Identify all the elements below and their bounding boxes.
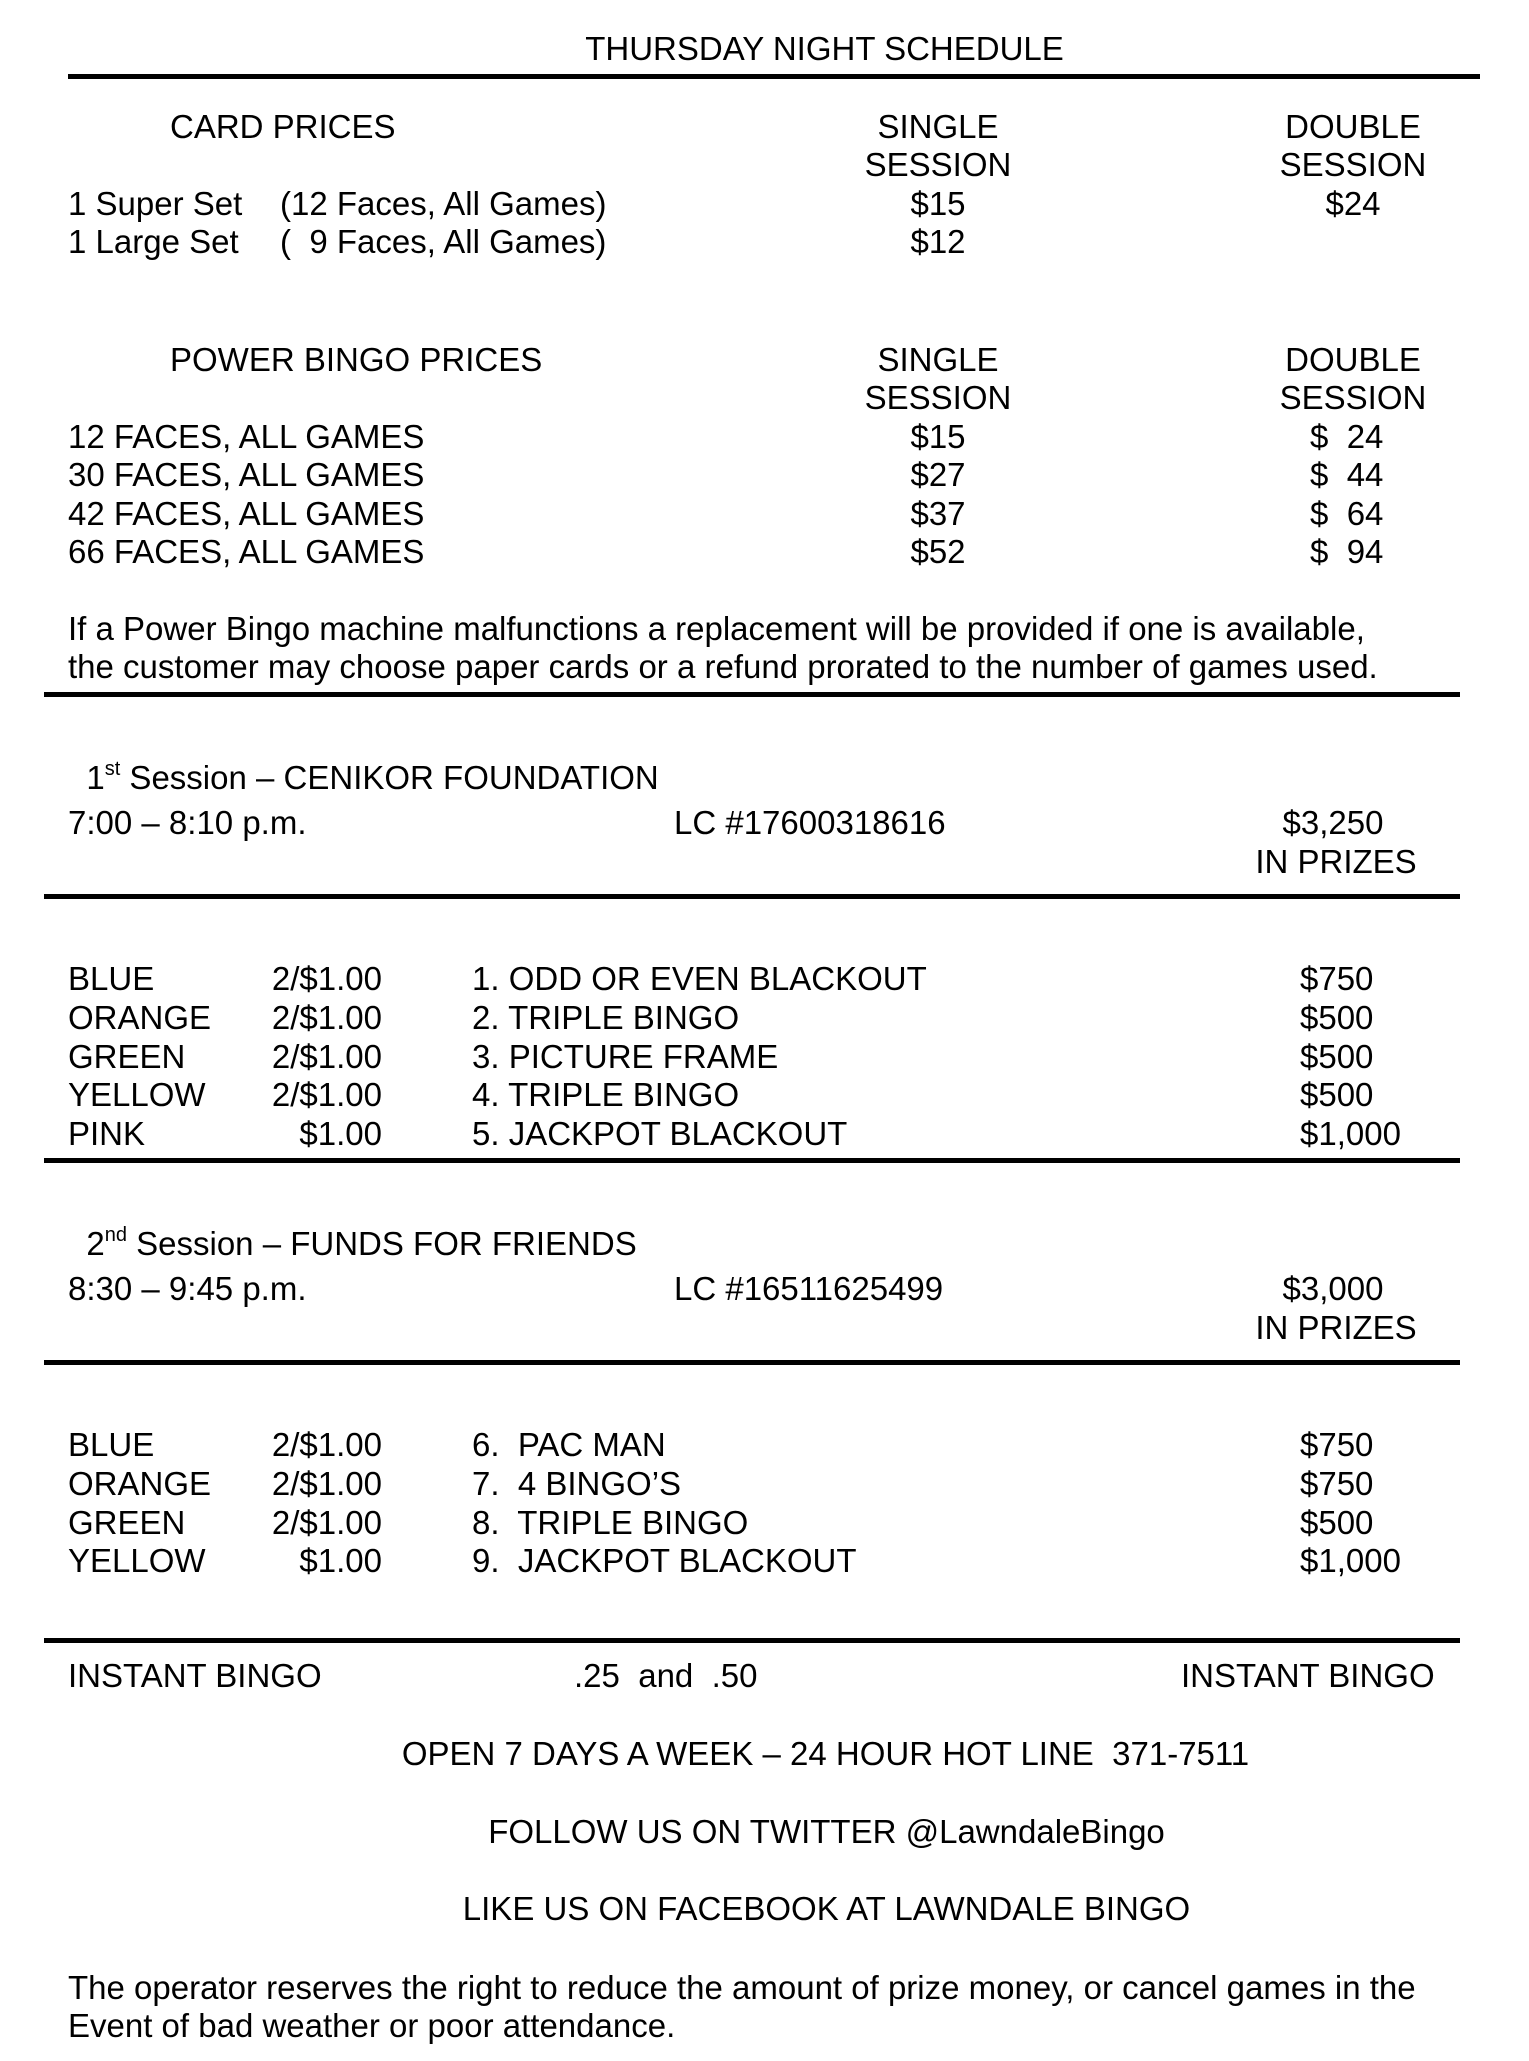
power-row-name: 30 FACES, ALL GAMES: [68, 456, 425, 493]
card-row-single: $12: [910, 223, 966, 260]
power-row-double: $ 44: [1310, 456, 1384, 493]
game-color: YELLOW: [68, 1076, 206, 1113]
game-price: 2/$1.00: [271, 1076, 382, 1113]
game-price: $1.00: [299, 1542, 382, 1579]
game-name: 3. PICTURE FRAME: [472, 1038, 779, 1075]
game-name: 5. JACKPOT BLACKOUT: [472, 1115, 848, 1152]
card-row-name: 1 Super Set: [68, 185, 243, 222]
game-name: 4. TRIPLE BINGO: [472, 1076, 740, 1113]
game-prize: $1,000: [1300, 1542, 1401, 1579]
game-prize: $750: [1300, 1465, 1374, 1502]
game-price: 2/$1.00: [271, 999, 382, 1036]
divider: [44, 1158, 1460, 1163]
game-prize: $500: [1300, 1038, 1374, 1075]
hotline-line: OPEN 7 DAYS A WEEK – 24 HOUR HOT LINE 371-7511: [401, 1735, 1250, 1772]
session-name: Session – FUNDS FOR FRIENDS: [126, 1225, 637, 1262]
power-row-double: $ 24: [1310, 418, 1384, 455]
divider: [44, 894, 1460, 899]
power-note-line: If a Power Bingo machine malfunctions a replacement will be provided if one is available,: [68, 610, 1365, 647]
power-row-single: $27: [910, 456, 966, 493]
card-prices-heading: CARD PRICES: [170, 108, 396, 145]
divider: [68, 74, 1480, 79]
card-single-col-1: SINGLE: [877, 108, 999, 145]
game-color: BLUE: [68, 960, 155, 997]
game-prize: $500: [1300, 999, 1374, 1036]
power-row-name: 42 FACES, ALL GAMES: [68, 495, 425, 532]
game-price: $1.00: [299, 1115, 382, 1152]
session-title: [68, 1194, 637, 1260]
session-ordinal: 2: [86, 1225, 105, 1262]
divider: [44, 1360, 1460, 1365]
card-row-double: $24: [1325, 185, 1381, 222]
power-row-single: $15: [910, 418, 966, 455]
session-license: LC #16511625499: [674, 1270, 944, 1307]
game-price: 2/$1.00: [271, 1426, 382, 1463]
game-price: 2/$1.00: [271, 960, 382, 997]
game-color: YELLOW: [68, 1542, 206, 1579]
power-row-single: $52: [910, 533, 966, 570]
game-name: 8. TRIPLE BINGO: [472, 1504, 749, 1541]
session-license: LC #17600318616: [674, 804, 946, 841]
twitter-line: FOLLOW US ON TWITTER @LawndaleBingo: [488, 1813, 1165, 1850]
game-prize: $750: [1300, 1426, 1374, 1463]
session-ordinal-suffix: nd: [104, 1224, 127, 1246]
power-note-line: the customer may choose paper cards or a refund prorated to the number of games used.: [68, 648, 1378, 685]
card-row-detail: ( 9 Faces, All Games): [280, 223, 607, 260]
page-title: THURSDAY NIGHT SCHEDULE: [585, 30, 1064, 67]
game-color: GREEN: [68, 1504, 186, 1541]
card-single-col-2: SESSION: [864, 146, 1012, 183]
power-row-single: $37: [910, 495, 966, 532]
session-prize-label: IN PRIZES: [1255, 843, 1417, 880]
card-double-col-1: DOUBLE: [1285, 108, 1421, 145]
game-name: 7. 4 BINGO’S: [472, 1465, 682, 1502]
power-double-col-1: DOUBLE: [1285, 341, 1421, 378]
game-price: 2/$1.00: [271, 1465, 382, 1502]
instant-bingo-right: INSTANT BINGO: [1181, 1657, 1435, 1694]
power-bingo-heading: POWER BINGO PRICES: [170, 341, 543, 378]
power-row-double: $ 94: [1310, 533, 1384, 570]
session-prize-total: $3,000: [1282, 1270, 1384, 1307]
game-color: ORANGE: [68, 999, 212, 1036]
instant-bingo-prices: .25 and .50: [574, 1657, 758, 1694]
game-prize: $500: [1300, 1504, 1374, 1541]
divider: [44, 1638, 1460, 1643]
session-name: Session – CENIKOR FOUNDATION: [120, 759, 659, 796]
session-time: 8:30 – 9:45 p.m.: [68, 1270, 307, 1307]
game-color: ORANGE: [68, 1465, 212, 1502]
card-double-col-2: SESSION: [1279, 146, 1427, 183]
power-single-col-2: SESSION: [864, 379, 1012, 416]
session-prize-total: $3,250: [1282, 804, 1384, 841]
card-row-single: $15: [910, 185, 966, 222]
power-row-name: 66 FACES, ALL GAMES: [68, 533, 425, 570]
power-row-double: $ 64: [1310, 495, 1384, 532]
session-ordinal-suffix: st: [104, 758, 121, 780]
facebook-line: LIKE US ON FACEBOOK AT LAWNDALE BINGO: [462, 1890, 1191, 1927]
session-time: 7:00 – 8:10 p.m.: [68, 804, 307, 841]
game-price: 2/$1.00: [271, 1038, 382, 1075]
divider: [44, 692, 1460, 697]
game-color: BLUE: [68, 1426, 155, 1463]
disclaimer-line: Event of bad weather or poor attendance.: [68, 2007, 676, 2044]
game-name: 9. JACKPOT BLACKOUT: [472, 1542, 857, 1579]
session-ordinal: 1: [86, 759, 105, 796]
card-row-name: 1 Large Set: [68, 223, 239, 260]
power-double-col-2: SESSION: [1279, 379, 1427, 416]
session-title: [68, 728, 659, 794]
session-prize-label: IN PRIZES: [1255, 1309, 1417, 1346]
power-single-col-1: SINGLE: [877, 341, 999, 378]
game-color: PINK: [68, 1115, 146, 1152]
power-row-name: 12 FACES, ALL GAMES: [68, 418, 425, 455]
game-prize: $750: [1300, 960, 1374, 997]
card-row-detail: (12 Faces, All Games): [280, 185, 607, 222]
game-prize: $500: [1300, 1076, 1374, 1113]
game-name: 1. ODD OR EVEN BLACKOUT: [472, 960, 927, 997]
game-name: 6. PAC MAN: [472, 1426, 666, 1463]
disclaimer-line: The operator reserves the right to reduce the amount of prize money, or cancel games in the: [68, 1969, 1416, 2006]
game-price: 2/$1.00: [271, 1504, 382, 1541]
game-prize: $1,000: [1300, 1115, 1401, 1152]
instant-bingo-left: INSTANT BINGO: [68, 1657, 322, 1694]
game-color: GREEN: [68, 1038, 186, 1075]
game-name: 2. TRIPLE BINGO: [472, 999, 740, 1036]
